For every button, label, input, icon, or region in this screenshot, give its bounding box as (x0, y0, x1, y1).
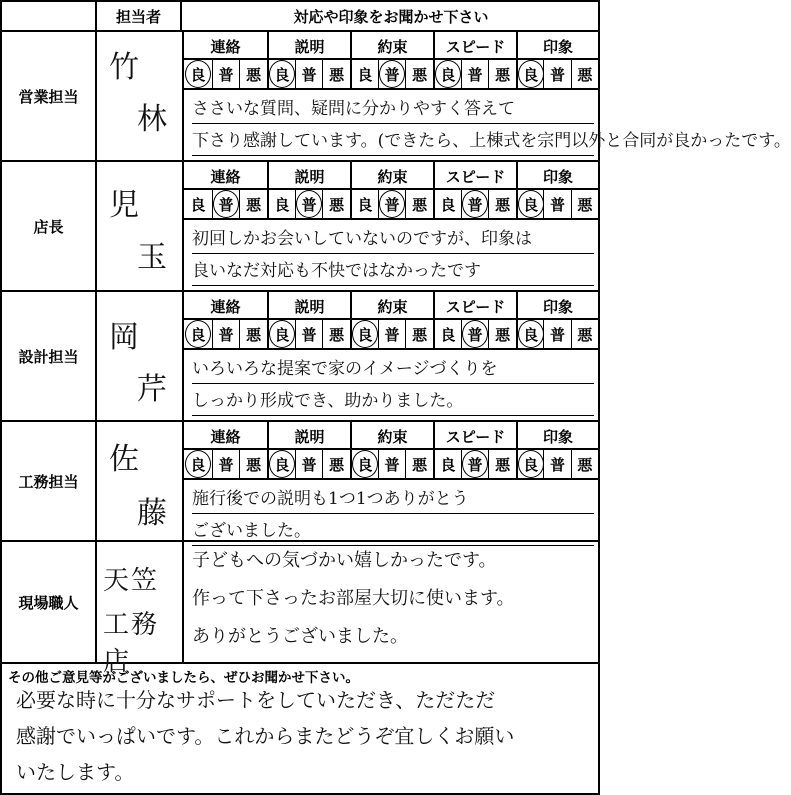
rating-grid (184, 422, 598, 480)
rating-option-label: 悪 (495, 195, 511, 214)
rating-option-label: 普 (218, 325, 234, 344)
selection-circle (352, 320, 378, 348)
rating-option[interactable] (405, 60, 433, 88)
rating-option-label: 悪 (329, 455, 345, 474)
rating-option-label: 良 (357, 195, 373, 214)
rating-option-label: 悪 (246, 455, 262, 474)
general-comments (0, 664, 600, 795)
rating-option-label: 普 (549, 65, 565, 84)
rating-grid (184, 292, 598, 350)
table-header (0, 0, 600, 32)
section-3 (0, 422, 600, 542)
rating-option[interactable] (571, 60, 598, 88)
selection-circle (379, 190, 405, 218)
rating-option[interactable] (295, 60, 323, 88)
rating-option-selected[interactable] (267, 450, 295, 478)
rating-option-selected[interactable] (350, 450, 378, 478)
rating-option-label: 良 (274, 325, 290, 344)
comment-area (184, 546, 598, 664)
selection-circle (269, 320, 295, 348)
rating-option[interactable] (239, 450, 267, 478)
category-row (184, 422, 598, 450)
comment-area (184, 224, 598, 292)
rating-option[interactable] (378, 450, 406, 478)
comment-line: ありがとうございました。 (192, 626, 408, 647)
rating-option-selected[interactable] (516, 320, 543, 348)
rating-option[interactable] (488, 450, 516, 478)
comment-line: しっかり形成でき、助かりました。 (192, 386, 594, 416)
rating-option-label: 良 (190, 195, 206, 214)
rating-option-label: 普 (549, 455, 565, 474)
selection-circle (352, 450, 378, 478)
rating-option-label: 悪 (495, 65, 511, 84)
rating-option-selected[interactable] (184, 450, 212, 478)
category-label: スピード (433, 292, 516, 320)
rating-option-label: 良 (440, 325, 456, 344)
selection-circle (296, 190, 322, 218)
section-4 (0, 542, 600, 677)
rating-option-label: 良 (523, 65, 539, 84)
category-label: 約束 (350, 32, 433, 60)
selection-circle (462, 320, 488, 348)
staff-name-line: 竹 (109, 50, 141, 85)
comment-line: 良いなだ対応も不快ではなかったです (192, 256, 594, 286)
option-row (184, 190, 598, 220)
rating-option-selected[interactable] (267, 60, 295, 88)
category-label: 説明 (267, 422, 350, 450)
rating-option[interactable] (322, 320, 350, 348)
header-staff: 担当者 (95, 2, 182, 30)
rating-option-selected[interactable] (295, 190, 323, 218)
rating-option-label: 普 (218, 195, 234, 214)
staff-name (97, 422, 184, 540)
category-row (184, 162, 598, 190)
general-comments-title: その他ご意見等がございましたら、ぜひお聞かせ下さい。 (8, 670, 359, 686)
staff-name (97, 162, 184, 290)
staff-name-line: 佐 (109, 442, 141, 477)
category-label: 印象 (516, 162, 598, 190)
rating-option[interactable] (295, 450, 323, 478)
category-label: スピード (433, 422, 516, 450)
rating-option-label: 悪 (412, 455, 428, 474)
category-label: 約束 (350, 162, 433, 190)
selection-circle (379, 60, 405, 88)
rating-option-selected[interactable] (516, 450, 543, 478)
rating-option-selected[interactable] (378, 190, 406, 218)
staff-name-line: 岡 (109, 320, 141, 355)
rating-option[interactable] (488, 190, 516, 218)
role-label: 営業担当 (2, 32, 97, 160)
rating-option[interactable] (571, 190, 598, 218)
rating-option-label: 良 (357, 325, 373, 344)
rating-option[interactable] (322, 190, 350, 218)
rating-option-label: 良 (440, 65, 456, 84)
selection-circle (185, 320, 211, 348)
category-label: 連絡 (210, 167, 241, 186)
rating-option-label: 普 (384, 455, 400, 474)
rating-option-label: 普 (301, 195, 317, 214)
rating-option-label: 悪 (246, 195, 262, 214)
selection-circle (518, 320, 544, 348)
selection-circle (185, 450, 211, 478)
selection-circle (462, 450, 488, 478)
staff-name-line: 児 (109, 188, 141, 223)
rating-option[interactable] (571, 450, 598, 478)
section-0 (0, 32, 791, 162)
category-label: 説明 (267, 162, 350, 190)
selection-circle (269, 60, 295, 88)
rating-option-label: 悪 (495, 325, 511, 344)
rating-option[interactable] (543, 320, 570, 348)
role-label: 現場職人 (2, 542, 97, 662)
section-2 (0, 292, 600, 422)
rating-option-label: 悪 (412, 325, 428, 344)
rating-option-label: 良 (190, 65, 206, 84)
comment-line: 施行後での説明も1つ1つありがとう (192, 484, 594, 514)
rating-option[interactable] (543, 60, 570, 88)
rating-option-selected[interactable] (378, 60, 406, 88)
rating-option-selected[interactable] (184, 60, 212, 88)
rating-option[interactable] (571, 320, 598, 348)
rating-option-label: 悪 (329, 195, 345, 214)
category-label: 連絡 (210, 297, 241, 316)
comment-line: 作って下さったお部屋大切に使います。 (192, 588, 515, 609)
comment-area (184, 354, 598, 422)
rating-option-label: 悪 (577, 455, 593, 474)
rating-option-label: 悪 (577, 195, 593, 214)
staff-name-line: 林 (137, 102, 169, 137)
staff-name-line: 天笠 (103, 566, 160, 596)
rating-option-label: 悪 (329, 325, 345, 344)
rating-option[interactable] (488, 60, 516, 88)
rating-option-label: 良 (274, 195, 290, 214)
category-label: 連絡 (210, 427, 241, 446)
selection-circle (518, 450, 544, 478)
role-label: 店長 (2, 162, 97, 290)
option-row (184, 60, 598, 90)
rating-option-label: 普 (301, 325, 317, 344)
rating-option[interactable] (543, 450, 570, 478)
comment-line: 下さり感謝しています。(できたら、上棟式を宗門以外と合同が良かったです。 (192, 126, 594, 156)
rating-option-selected[interactable] (516, 60, 543, 88)
rating-option-label: 良 (523, 325, 539, 344)
staff-name-line: 玉 (137, 240, 169, 275)
comment-line: ささいな質問、疑問に分かりやすく答えて (192, 94, 594, 124)
section-1 (0, 162, 600, 292)
general-comment-line: 必要な時に十分なサポートをしていただき、ただただ (16, 688, 496, 712)
rating-grid (184, 162, 598, 220)
staff-name-line: 工務店 (103, 610, 160, 677)
category-label: 印象 (516, 292, 598, 320)
staff-name (97, 32, 184, 160)
comment-line: いろいろな提案で家のイメージづくりを (192, 354, 594, 384)
category-label: スピード (433, 32, 516, 60)
rating-option-label: 普 (467, 325, 483, 344)
rating-option-label: 普 (549, 195, 565, 214)
role-label: 設計担当 (2, 292, 97, 420)
category-label: スピード (433, 162, 516, 190)
option-row (184, 450, 598, 480)
rating-option-label: 良 (357, 65, 373, 84)
rating-option[interactable] (239, 190, 267, 218)
comment-line: 初回しかお会いしていないのですが、印象は (192, 224, 594, 254)
rating-option[interactable] (295, 320, 323, 348)
staff-name-line: 藤 (137, 496, 169, 531)
rating-option[interactable] (433, 190, 461, 218)
selection-circle (435, 60, 461, 88)
general-comment-line: 感謝でいっぱいです。これからまたどうぞ宜しくお願い (16, 724, 515, 748)
rating-grid (184, 32, 598, 90)
rating-option-selected[interactable] (184, 320, 212, 348)
rating-option[interactable] (461, 60, 489, 88)
rating-option-label: 悪 (246, 65, 262, 84)
selection-circle (185, 60, 211, 88)
category-label: 約束 (350, 292, 433, 320)
rating-option-label: 良 (440, 195, 456, 214)
rating-option-label: 悪 (329, 65, 345, 84)
rating-option-label: 悪 (246, 325, 262, 344)
rating-option-label: 普 (467, 195, 483, 214)
rating-option-selected[interactable] (516, 190, 543, 218)
category-label: 印象 (516, 32, 598, 60)
staff-name-line: 芹 (137, 372, 169, 407)
rating-option[interactable] (212, 320, 240, 348)
rating-option[interactable] (239, 60, 267, 88)
rating-option-label: 良 (274, 455, 290, 474)
rating-option[interactable] (322, 60, 350, 88)
rating-option-label: 普 (218, 455, 234, 474)
rating-option-label: 普 (301, 65, 317, 84)
category-row (184, 292, 598, 320)
rating-option-label: 良 (274, 65, 290, 84)
rating-option[interactable] (405, 450, 433, 478)
category-label: 印象 (516, 422, 598, 450)
rating-option-label: 普 (301, 455, 317, 474)
rating-option-label: 良 (190, 325, 206, 344)
rating-option-selected[interactable] (212, 190, 240, 218)
rating-option-label: 悪 (412, 195, 428, 214)
rating-option[interactable] (378, 320, 406, 348)
comment-area (184, 94, 791, 162)
comment-line: 子どもへの気づかい嬉しかったです。 (192, 550, 497, 571)
staff-name (97, 542, 184, 677)
rating-option-label: 普 (467, 455, 483, 474)
rating-option-label: 普 (467, 65, 483, 84)
rating-option-label: 普 (384, 65, 400, 84)
option-row (184, 320, 598, 350)
rating-option[interactable] (433, 450, 461, 478)
rating-option-selected[interactable] (461, 450, 489, 478)
rating-option[interactable] (405, 320, 433, 348)
rating-option[interactable] (350, 60, 378, 88)
rating-option-label: 良 (523, 195, 539, 214)
rating-option[interactable] (543, 190, 570, 218)
rating-option-label: 悪 (577, 65, 593, 84)
header-blank (2, 2, 95, 30)
category-label: 約束 (350, 422, 433, 450)
rating-option[interactable] (212, 450, 240, 478)
comment-line: ございました。 (192, 516, 594, 546)
selection-circle (462, 190, 488, 218)
rating-option[interactable] (433, 320, 461, 348)
header-feedback: 対応や印象をお聞かせ下さい (293, 7, 489, 26)
rating-option[interactable] (267, 190, 295, 218)
rating-option-label: 普 (384, 325, 400, 344)
rating-option[interactable] (184, 190, 212, 218)
rating-option-label: 良 (190, 455, 206, 474)
rating-option-selected[interactable] (433, 60, 461, 88)
general-comment-line: いたします。 (16, 760, 135, 784)
comment-area (184, 484, 598, 542)
rating-option-label: 普 (218, 65, 234, 84)
selection-circle (518, 190, 544, 218)
category-label: 説明 (267, 32, 350, 60)
selection-circle (269, 450, 295, 478)
rating-option[interactable] (488, 320, 516, 348)
rating-option-label: 悪 (412, 65, 428, 84)
rating-option-selected[interactable] (350, 320, 378, 348)
rating-option-selected[interactable] (267, 320, 295, 348)
category-label: 説明 (267, 292, 350, 320)
rating-option[interactable] (405, 190, 433, 218)
selection-circle (213, 190, 239, 218)
category-label: 連絡 (210, 37, 241, 56)
rating-option-label: 普 (549, 325, 565, 344)
rating-option-label: 良 (523, 455, 539, 474)
staff-name (97, 292, 184, 420)
rating-option-label: 良 (440, 455, 456, 474)
rating-option-selected[interactable] (461, 320, 489, 348)
rating-option-selected[interactable] (461, 190, 489, 218)
rating-option-label: 悪 (495, 455, 511, 474)
role-label: 工務担当 (2, 422, 97, 540)
selection-circle (518, 60, 544, 88)
rating-option[interactable] (239, 320, 267, 348)
category-row (184, 32, 598, 60)
rating-option-label: 悪 (577, 325, 593, 344)
rating-option-label: 良 (357, 455, 373, 474)
rating-option-label: 普 (384, 195, 400, 214)
rating-option[interactable] (350, 190, 378, 218)
rating-option[interactable] (212, 60, 240, 88)
rating-option[interactable] (322, 450, 350, 478)
